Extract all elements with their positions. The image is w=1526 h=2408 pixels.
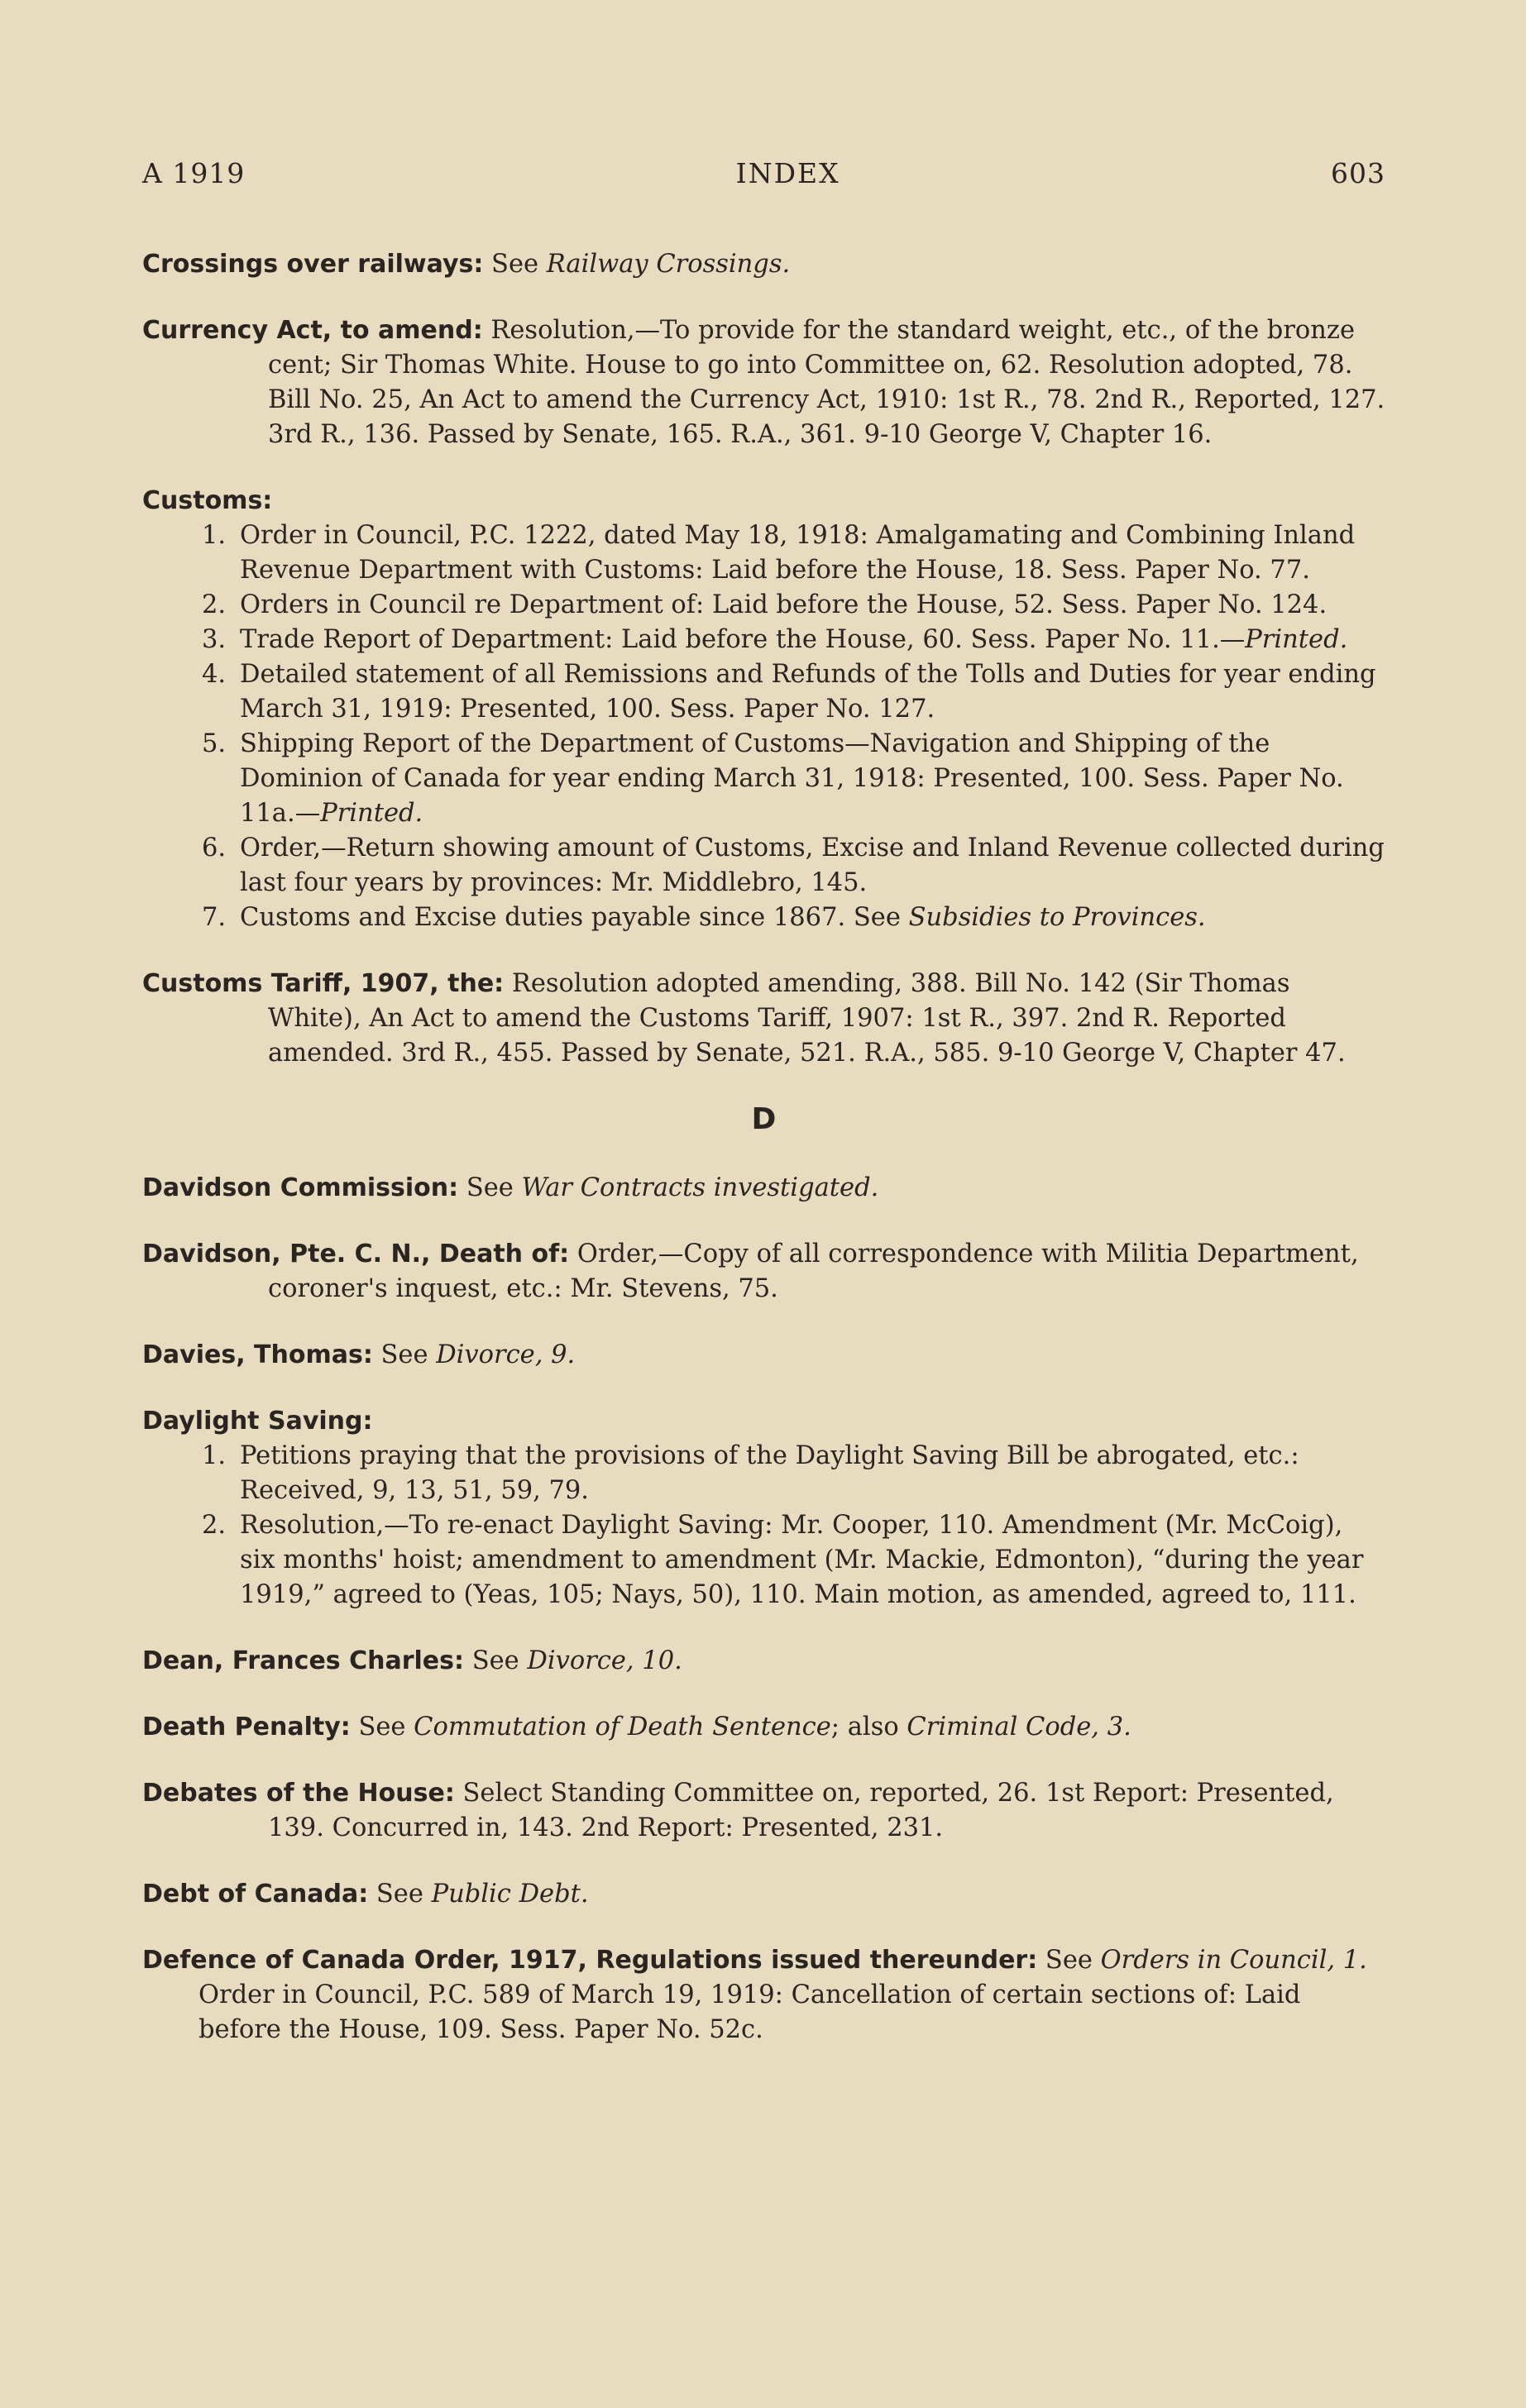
- index-entry: [142, 1776, 1385, 1846]
- list-item: [202, 588, 1385, 623]
- entry-text: ; also: [830, 1713, 907, 1742]
- sub-items: [142, 518, 1385, 935]
- entry-text: Resolution adopted amending, 388. Bill No. 142 (Sir Thomas White), An Act to amend the Customs Tariff, 1907: 1st R., 397. 2nd R. Reported amended. 3rd R., 455. Passed by Senate, 521. R.A., 585. 9-10 George V, Chapter 47.: [268, 969, 1346, 1068]
- entry-text: See: [368, 1880, 432, 1909]
- entry-text: See: [483, 250, 547, 279]
- item-italic: Subsidies to Provinces.: [908, 903, 1206, 932]
- item-italic: Printed.: [1245, 625, 1348, 654]
- cross-reference: Orders in Council, 1.: [1100, 1946, 1367, 1975]
- entry-text: See: [464, 1646, 528, 1675]
- list-item: [202, 623, 1385, 657]
- item-number: 4.: [202, 660, 227, 689]
- index-entry: [142, 967, 1385, 1071]
- entry-heading: Customs Tariff, 1907, the:: [142, 969, 505, 998]
- cross-reference: Commutation of Death Sentence: [414, 1713, 831, 1742]
- index-entry: [142, 1237, 1385, 1307]
- list-item: [202, 518, 1385, 588]
- item-text: Order in Council, P.C. 1222, dated May 18, 1918: Amalgamating and Combining Inland Revenue Department with Customs: Laid before the House, 18. Sess. Paper No. 77.: [240, 521, 1356, 585]
- header-left: A 1919: [142, 157, 246, 189]
- sub-items: [142, 1439, 1385, 1612]
- entry-heading: Crossings over railways:: [142, 250, 484, 279]
- item-text: Resolution,—To re-enact Daylight Saving: Mr. Cooper, 110. Amendment (Mr. McCoig), six months' hoist; amendment to amendment (Mr. Mackie, Edmonton), “during the year 1919,” agreed to (Yeas, 105; Nays, 50), 110. Main motion, as amended, agreed to, 111.: [240, 1511, 1364, 1609]
- entry-text: See: [372, 1340, 437, 1369]
- item-italic: Printed.: [320, 799, 423, 828]
- item-text: Detailed statement of all Remissions and Refunds of the Tolls and Duties for year ending March 31, 1919: Presented, 100. Sess. Paper No. 127.: [240, 660, 1376, 724]
- item-text: Order,—Return showing amount of Customs, Excise and Inland Revenue collected during last four years by provinces: Mr. Middlebro, 145.: [240, 834, 1385, 897]
- item-number: 1.: [202, 521, 227, 550]
- entry-heading: Davidson Commission:: [142, 1173, 459, 1202]
- index-entry: [142, 1171, 1385, 1206]
- entry-text: See: [458, 1173, 522, 1202]
- entry-heading: Debt of Canada:: [142, 1880, 369, 1909]
- index-entry: [142, 1877, 1385, 1912]
- entry-heading: Customs:: [142, 486, 273, 515]
- item-number: 6.: [202, 834, 227, 862]
- entry-heading: Dean, Frances Charles:: [142, 1646, 464, 1675]
- list-item: [202, 1508, 1385, 1612]
- entry-note: Order in Council, P.C. 589 of March 19, 1919: Cancellation of certain sections of: Laid before the House, 109. Sess. Paper No. 52c.: [199, 1980, 1301, 2044]
- index-entry: [142, 1404, 1385, 1612]
- page-header: [142, 157, 1385, 189]
- cross-reference: Divorce, 9.: [436, 1340, 576, 1369]
- entry-text: Order,—Copy of all correspondence with Militia Department, coroner's inquest, etc.: Mr. Stevens, 75.: [268, 1240, 1359, 1303]
- entry-text: See: [1037, 1946, 1101, 1975]
- index-entry: [142, 313, 1385, 452]
- cross-reference: Public Debt.: [431, 1880, 589, 1909]
- index-entry: [142, 484, 1385, 935]
- entry-heading: Davidson, Pte. C. N., Death of:: [142, 1240, 570, 1268]
- entry-text: Resolution,—To provide for the standard weight, etc., of the bronze cent; Sir Thomas White. House to go into Committee on, 62. Resolution adopted, 78. Bill No. 25, An Act to amend the Currency Act, 1910: 1st R., 78. 2nd R., Reported, 127. 3rd R., 136. Passed by Senate, 165. R.A., 361. 9-10 George V, Chapter 16.: [268, 316, 1385, 449]
- entry-heading: Daylight Saving:: [142, 1407, 373, 1436]
- index-entry: [142, 1338, 1385, 1373]
- entry-heading: Currency Act, to amend:: [142, 316, 483, 345]
- item-number: 3.: [202, 625, 227, 654]
- entry-text: Select Standing Committee on, reported, 26. 1st Report: Presented, 139. Concurred in, 143. 2nd Report: Presented, 231.: [268, 1779, 1334, 1842]
- item-number: 5.: [202, 729, 227, 758]
- list-item: [202, 901, 1385, 935]
- item-text: Trade Report of Department: Laid before the House, 60. Sess. Paper No. 11.—: [240, 625, 1246, 654]
- cross-reference: Divorce, 10.: [527, 1646, 682, 1675]
- list-item: [202, 727, 1385, 831]
- entry-heading: Debates of the House:: [142, 1779, 455, 1808]
- item-number: 2.: [202, 590, 227, 619]
- index-entry: [142, 1943, 1385, 2047]
- index-entry: [142, 1644, 1385, 1679]
- cross-reference: Railway Crossings.: [546, 250, 791, 279]
- list-item: [202, 657, 1385, 727]
- entry-text: See: [350, 1713, 414, 1742]
- item-text: Shipping Report of the Department of Customs—Navigation and Shipping of the Dominion of Canada for year ending March 31, 1918: Presented, 100. Sess. Paper No. 11a.—: [240, 729, 1344, 828]
- cross-reference: War Contracts investigated.: [521, 1173, 879, 1202]
- list-item: [202, 831, 1385, 901]
- entry-heading: Death Penalty:: [142, 1713, 351, 1742]
- cross-reference: Criminal Code, 3.: [907, 1713, 1131, 1742]
- page-number: 603: [1330, 157, 1385, 189]
- item-text: Petitions praying that the provisions of the Daylight Saving Bill be abrogated, etc.: Received, 9, 13, 51, 59, 79.: [240, 1441, 1299, 1505]
- list-item: [202, 1439, 1385, 1508]
- index-entry: [142, 247, 1385, 282]
- section-letter: D: [751, 1102, 777, 1136]
- item-number: 2.: [202, 1511, 227, 1540]
- entry-heading: Defence of Canada Order, 1917, Regulations issued thereunder:: [142, 1946, 1038, 1975]
- item-number: 1.: [202, 1441, 227, 1470]
- item-text: Customs and Excise duties payable since 1867. See: [240, 903, 909, 932]
- item-number: 7.: [202, 903, 227, 932]
- header-title: INDEX: [735, 157, 840, 189]
- item-text: Orders in Council re Department of: Laid before the House, 52. Sess. Paper No. 124.: [240, 590, 1327, 619]
- entry-heading: Davies, Thomas:: [142, 1340, 373, 1369]
- index-entry: [142, 1710, 1385, 1745]
